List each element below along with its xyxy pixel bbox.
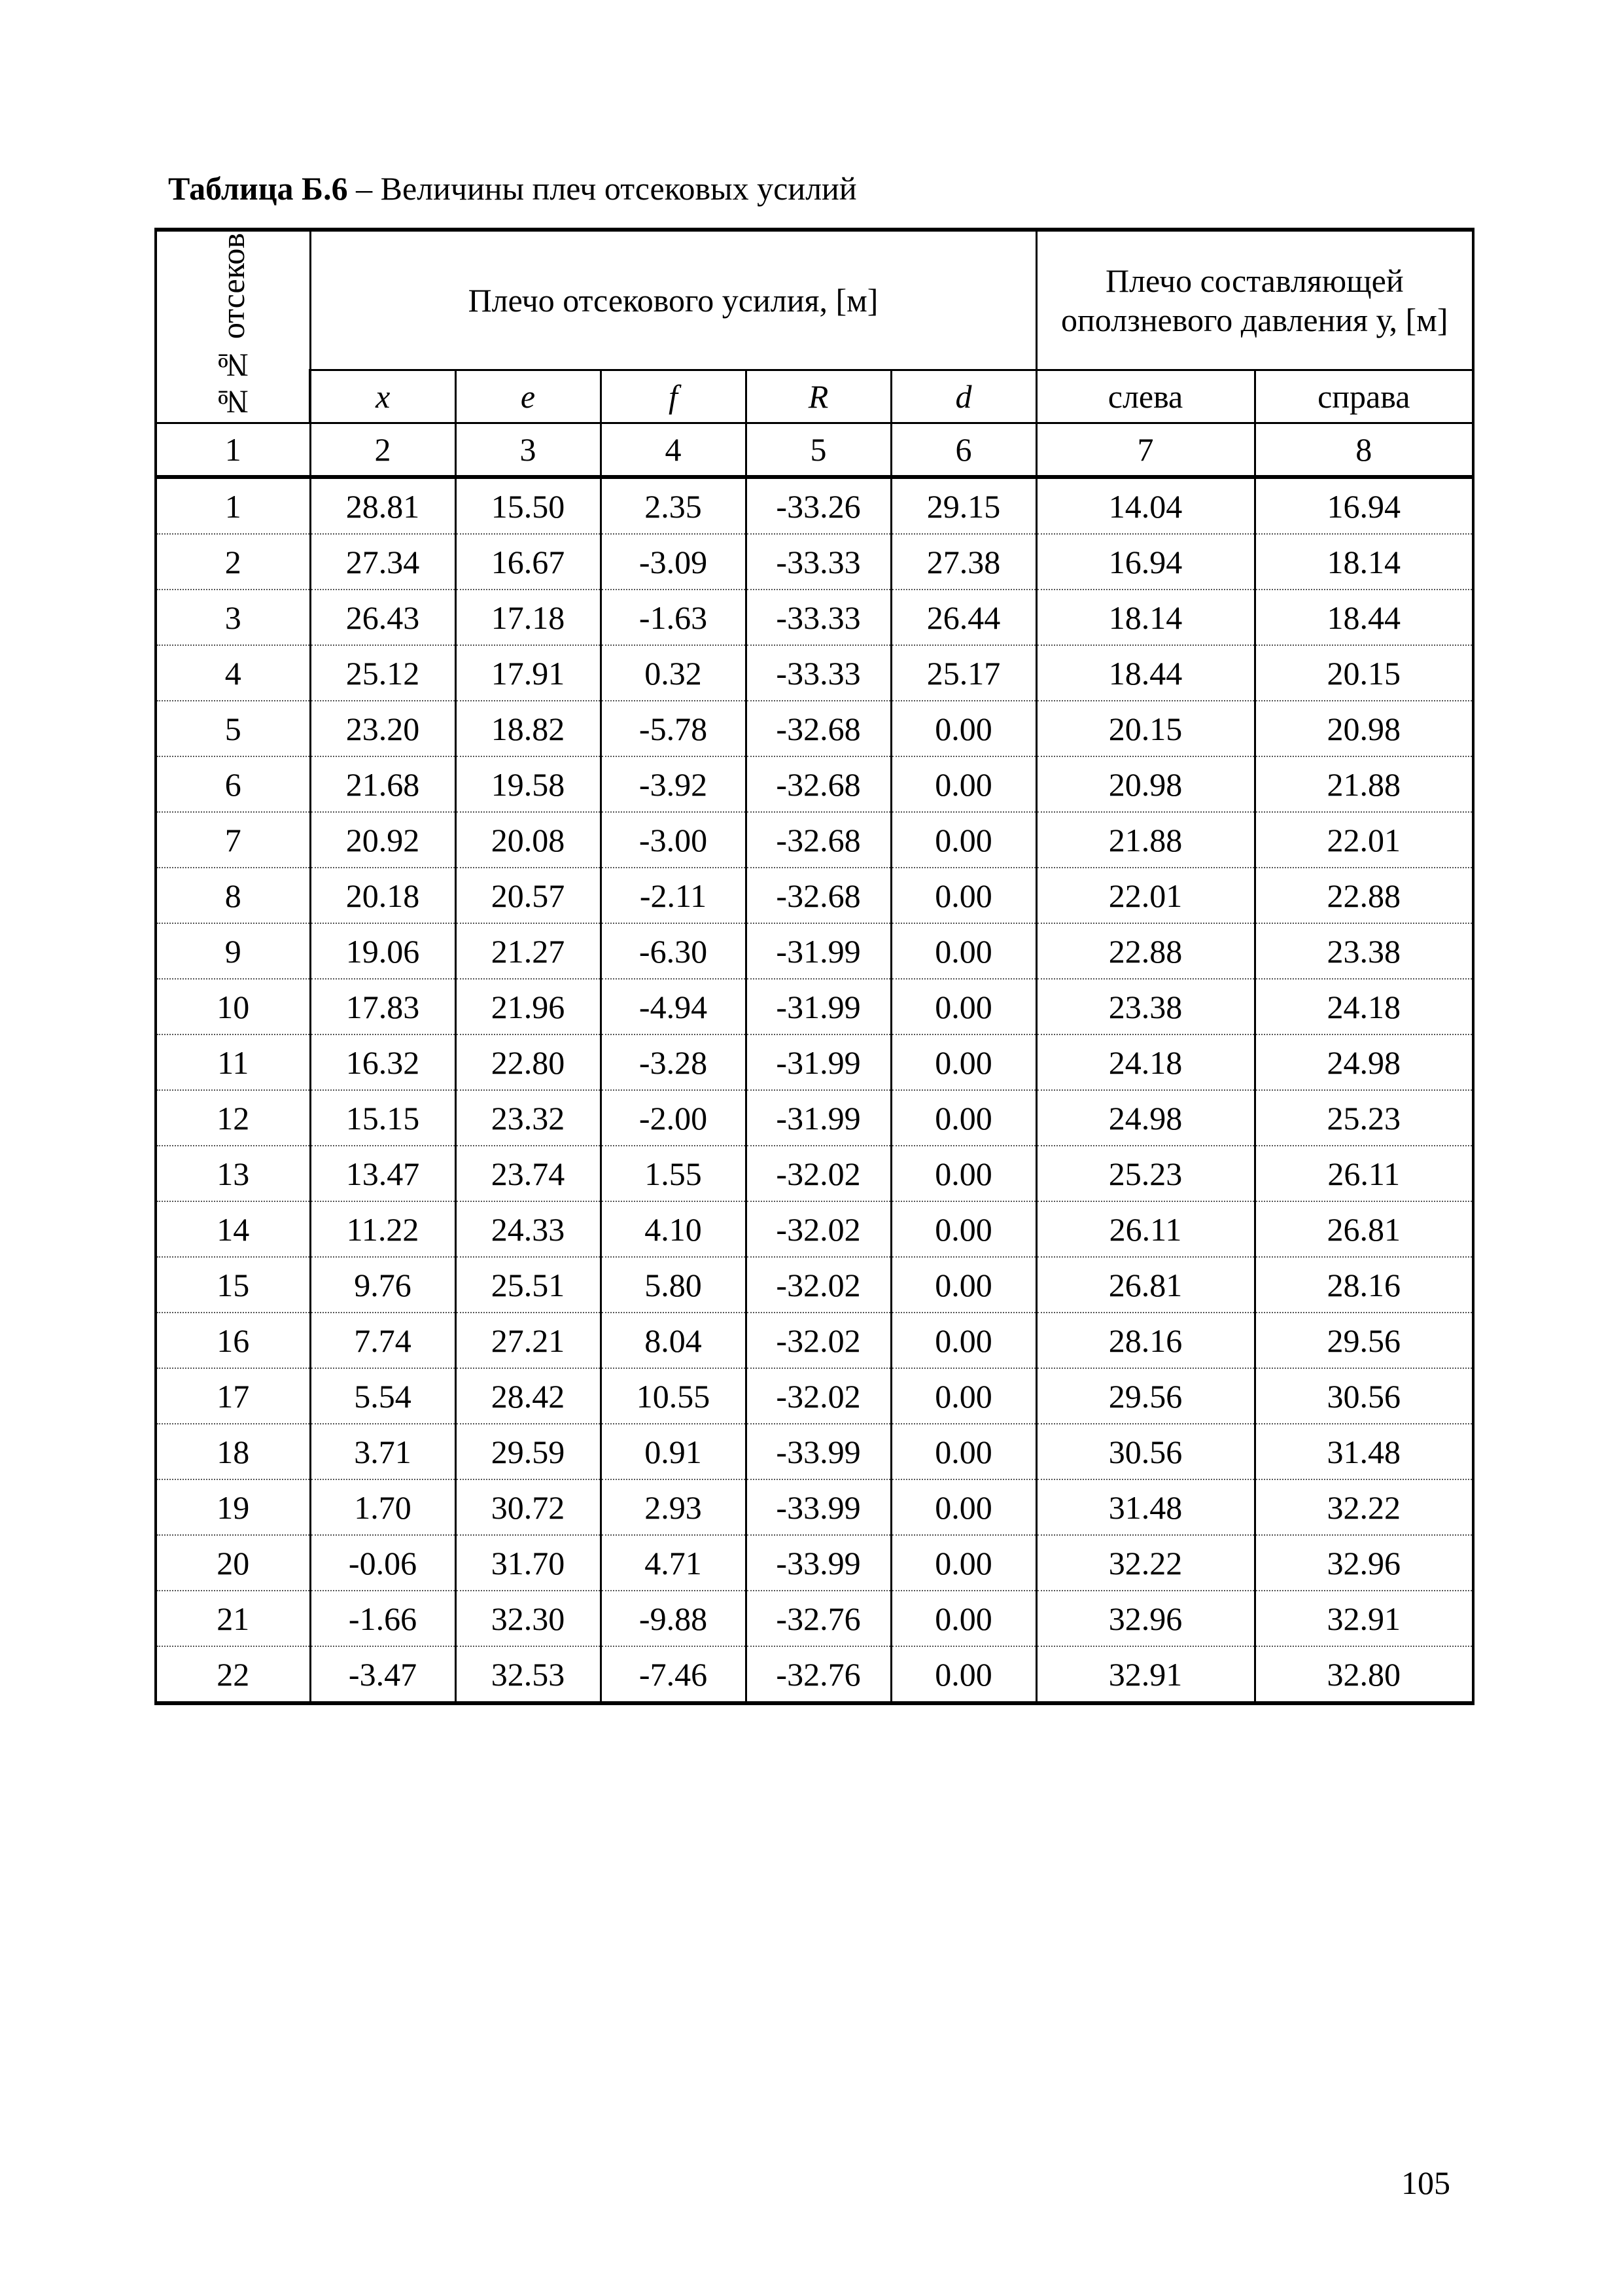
table-caption-label: Таблица Б.6 [168, 170, 348, 207]
d-cell: 0.00 [891, 1479, 1036, 1535]
compartment-number-cell: 2 [156, 534, 310, 590]
left-cell: 29.56 [1036, 1368, 1255, 1424]
r-cell: -33.26 [746, 477, 891, 534]
d-cell: 0.00 [891, 923, 1036, 979]
d-cell: 0.00 [891, 1090, 1036, 1146]
right-cell: 32.96 [1255, 1535, 1473, 1591]
right-cell: 20.15 [1255, 645, 1473, 701]
table-row [156, 534, 1473, 590]
force-arm-group-header [310, 230, 1036, 370]
left-cell: 32.96 [1036, 1591, 1255, 1646]
compartment-number-cell: 19 [156, 1479, 310, 1535]
right-cell: 32.91 [1255, 1591, 1473, 1646]
right-cell: 21.88 [1255, 756, 1473, 812]
left-cell: 25.23 [1036, 1146, 1255, 1201]
compartment-number-cell: 11 [156, 1034, 310, 1090]
r-cell: -33.99 [746, 1424, 891, 1479]
f-cell: 0.32 [601, 645, 746, 701]
column-number: 8 [1255, 423, 1473, 478]
x-cell: 28.81 [310, 477, 455, 534]
x-cell: 26.43 [310, 590, 455, 645]
right-cell: 18.44 [1255, 590, 1473, 645]
d-cell: 25.17 [891, 645, 1036, 701]
slope-force-arms-table [154, 228, 1475, 1705]
table-row [156, 645, 1473, 701]
r-cell: -32.76 [746, 1646, 891, 1703]
compartment-number-cell: 1 [156, 477, 310, 534]
left-cell: 31.48 [1036, 1479, 1255, 1535]
r-cell: -33.99 [746, 1535, 891, 1591]
left-cell: 14.04 [1036, 477, 1255, 534]
table-row [156, 1257, 1473, 1313]
e-cell: 22.80 [455, 1034, 601, 1090]
e-cell: 17.18 [455, 590, 601, 645]
e-cell: 23.74 [455, 1146, 601, 1201]
left-cell: 22.88 [1036, 923, 1255, 979]
compartment-number-cell: 22 [156, 1646, 310, 1703]
right-cell: 26.81 [1255, 1201, 1473, 1257]
column-number: 7 [1036, 423, 1255, 478]
table-row [156, 1313, 1473, 1368]
f-cell: -1.63 [601, 590, 746, 645]
x-cell: 20.18 [310, 868, 455, 923]
d-cell: 0.00 [891, 701, 1036, 756]
left-cell: 18.14 [1036, 590, 1255, 645]
r-cell: -32.68 [746, 812, 891, 868]
e-cell: 31.70 [455, 1535, 601, 1591]
compartment-number-cell: 16 [156, 1313, 310, 1368]
compartment-number-cell: 9 [156, 923, 310, 979]
x-cell: 16.32 [310, 1034, 455, 1090]
right-cell: 16.94 [1255, 477, 1473, 534]
x-cell: 20.92 [310, 812, 455, 868]
compartment-column-label: №№ отсеков [215, 233, 251, 421]
e-cell: 19.58 [455, 756, 601, 812]
right-cell: 32.22 [1255, 1479, 1473, 1535]
e-cell: 21.27 [455, 923, 601, 979]
left-cell: 30.56 [1036, 1424, 1255, 1479]
subcolumn-right: справа [1255, 370, 1473, 423]
left-cell: 32.22 [1036, 1535, 1255, 1591]
d-cell: 0.00 [891, 868, 1036, 923]
f-cell: 0.91 [601, 1424, 746, 1479]
header-row-groups [156, 230, 1473, 370]
force-arm-group-label: Плечо отсекового усилия, [м] [468, 282, 879, 319]
left-cell: 20.15 [1036, 701, 1255, 756]
r-cell: -32.02 [746, 1313, 891, 1368]
f-cell: -2.00 [601, 1090, 746, 1146]
right-cell: 30.56 [1255, 1368, 1473, 1424]
x-cell: -0.06 [310, 1535, 455, 1591]
subcolumn-left: слева [1036, 370, 1255, 423]
e-cell: 27.21 [455, 1313, 601, 1368]
f-cell: 4.71 [601, 1535, 746, 1591]
f-cell: -7.46 [601, 1646, 746, 1703]
compartment-number-cell: 14 [156, 1201, 310, 1257]
d-cell: 0.00 [891, 1535, 1036, 1591]
x-cell: 25.12 [310, 645, 455, 701]
e-cell: 23.32 [455, 1090, 601, 1146]
x-cell: -1.66 [310, 1591, 455, 1646]
right-cell: 32.80 [1255, 1646, 1473, 1703]
table-row [156, 590, 1473, 645]
left-cell: 16.94 [1036, 534, 1255, 590]
f-cell: -5.78 [601, 701, 746, 756]
table-row [156, 477, 1473, 534]
e-cell: 17.91 [455, 645, 601, 701]
right-cell: 22.01 [1255, 812, 1473, 868]
f-cell: 5.80 [601, 1257, 746, 1313]
compartment-number-cell: 7 [156, 812, 310, 868]
r-cell: -32.68 [746, 756, 891, 812]
table-row [156, 701, 1473, 756]
r-cell: -31.99 [746, 923, 891, 979]
page-number: 105 [1401, 2164, 1450, 2201]
r-cell: -32.68 [746, 701, 891, 756]
e-cell: 20.57 [455, 868, 601, 923]
f-cell: -3.92 [601, 756, 746, 812]
r-cell: -31.99 [746, 1090, 891, 1146]
r-cell: -32.68 [746, 868, 891, 923]
f-cell: 2.93 [601, 1479, 746, 1535]
subcolumn-e: e [455, 370, 601, 423]
x-cell: 17.83 [310, 979, 455, 1034]
f-cell: 1.55 [601, 1146, 746, 1201]
e-cell: 20.08 [455, 812, 601, 868]
right-cell: 22.88 [1255, 868, 1473, 923]
right-cell: 20.98 [1255, 701, 1473, 756]
subcolumn-x: x [310, 370, 455, 423]
table-row [156, 1201, 1473, 1257]
compartment-number-cell: 5 [156, 701, 310, 756]
header-row-column-numbers [156, 423, 1473, 478]
r-cell: -32.02 [746, 1146, 891, 1201]
right-cell: 23.38 [1255, 923, 1473, 979]
f-cell: -3.09 [601, 534, 746, 590]
d-cell: 27.38 [891, 534, 1036, 590]
x-cell: 23.20 [310, 701, 455, 756]
compartment-column-header [156, 230, 310, 423]
f-cell: -2.11 [601, 868, 746, 923]
f-cell: 10.55 [601, 1368, 746, 1424]
e-cell: 16.67 [455, 534, 601, 590]
right-cell: 31.48 [1255, 1424, 1473, 1479]
e-cell: 28.42 [455, 1368, 601, 1424]
compartment-number-cell: 4 [156, 645, 310, 701]
e-cell: 24.33 [455, 1201, 601, 1257]
compartment-number-cell: 21 [156, 1591, 310, 1646]
f-cell: 8.04 [601, 1313, 746, 1368]
table-row [156, 812, 1473, 868]
d-cell: 0.00 [891, 1313, 1036, 1368]
left-cell: 18.44 [1036, 645, 1255, 701]
pressure-group-header [1036, 230, 1473, 370]
left-cell: 26.81 [1036, 1257, 1255, 1313]
f-cell: -6.30 [601, 923, 746, 979]
subcolumn-d: d [891, 370, 1036, 423]
e-cell: 32.53 [455, 1646, 601, 1703]
column-number: 1 [156, 423, 310, 478]
d-cell: 26.44 [891, 590, 1036, 645]
e-cell: 30.72 [455, 1479, 601, 1535]
compartment-number-cell: 15 [156, 1257, 310, 1313]
compartment-number-cell: 13 [156, 1146, 310, 1201]
column-number: 4 [601, 423, 746, 478]
column-number: 6 [891, 423, 1036, 478]
table-row [156, 1090, 1473, 1146]
table-row [156, 756, 1473, 812]
header-row-subcolumns [156, 370, 1473, 423]
x-cell: 9.76 [310, 1257, 455, 1313]
compartment-number-cell: 12 [156, 1090, 310, 1146]
d-cell: 0.00 [891, 1257, 1036, 1313]
d-cell: 0.00 [891, 1201, 1036, 1257]
column-number: 2 [310, 423, 455, 478]
table-row [156, 1535, 1473, 1591]
table-row [156, 1146, 1473, 1201]
f-cell: -3.28 [601, 1034, 746, 1090]
table-row [156, 1034, 1473, 1090]
x-cell: 7.74 [310, 1313, 455, 1368]
f-cell: 4.10 [601, 1201, 746, 1257]
d-cell: 0.00 [891, 1424, 1036, 1479]
x-cell: 15.15 [310, 1090, 455, 1146]
r-cell: -32.02 [746, 1368, 891, 1424]
right-cell: 26.11 [1255, 1146, 1473, 1201]
compartment-number-cell: 6 [156, 756, 310, 812]
x-cell: 3.71 [310, 1424, 455, 1479]
d-cell: 29.15 [891, 477, 1036, 534]
d-cell: 0.00 [891, 756, 1036, 812]
x-cell: 19.06 [310, 923, 455, 979]
left-cell: 20.98 [1036, 756, 1255, 812]
r-cell: -33.33 [746, 534, 891, 590]
compartment-number-cell: 18 [156, 1424, 310, 1479]
e-cell: 25.51 [455, 1257, 601, 1313]
table-body [156, 477, 1473, 1703]
table-row [156, 979, 1473, 1034]
subcolumn-r: R [746, 370, 891, 423]
d-cell: 0.00 [891, 979, 1036, 1034]
left-cell: 23.38 [1036, 979, 1255, 1034]
x-cell: -3.47 [310, 1646, 455, 1703]
r-cell: -31.99 [746, 1034, 891, 1090]
right-cell: 29.56 [1255, 1313, 1473, 1368]
x-cell: 27.34 [310, 534, 455, 590]
right-cell: 28.16 [1255, 1257, 1473, 1313]
table-caption-text: – Величины плеч отсековых усилий [347, 170, 857, 207]
right-cell: 24.18 [1255, 979, 1473, 1034]
right-cell: 25.23 [1255, 1090, 1473, 1146]
r-cell: -32.02 [746, 1201, 891, 1257]
e-cell: 18.82 [455, 701, 601, 756]
subcolumn-f: f [601, 370, 746, 423]
table-caption [168, 169, 857, 208]
table-row [156, 1424, 1473, 1479]
r-cell: -31.99 [746, 979, 891, 1034]
left-cell: 32.91 [1036, 1646, 1255, 1703]
table-row [156, 1646, 1473, 1703]
r-cell: -32.76 [746, 1591, 891, 1646]
r-cell: -33.33 [746, 645, 891, 701]
left-cell: 28.16 [1036, 1313, 1255, 1368]
d-cell: 0.00 [891, 1146, 1036, 1201]
f-cell: -4.94 [601, 979, 746, 1034]
d-cell: 0.00 [891, 812, 1036, 868]
f-cell: 2.35 [601, 477, 746, 534]
x-cell: 21.68 [310, 756, 455, 812]
r-cell: -32.02 [746, 1257, 891, 1313]
right-cell: 24.98 [1255, 1034, 1473, 1090]
column-number: 5 [746, 423, 891, 478]
left-cell: 21.88 [1036, 812, 1255, 868]
d-cell: 0.00 [891, 1591, 1036, 1646]
e-cell: 21.96 [455, 979, 601, 1034]
x-cell: 13.47 [310, 1146, 455, 1201]
d-cell: 0.00 [891, 1646, 1036, 1703]
pressure-group-label: Плечо составляющей оползневого давления у, [м] [1061, 262, 1448, 338]
compartment-number-cell: 10 [156, 979, 310, 1034]
right-cell: 18.14 [1255, 534, 1473, 590]
table-row [156, 868, 1473, 923]
x-cell: 1.70 [310, 1479, 455, 1535]
compartment-number-cell: 8 [156, 868, 310, 923]
d-cell: 0.00 [891, 1368, 1036, 1424]
table-row [156, 1368, 1473, 1424]
e-cell: 29.59 [455, 1424, 601, 1479]
e-cell: 32.30 [455, 1591, 601, 1646]
x-cell: 11.22 [310, 1201, 455, 1257]
r-cell: -33.99 [746, 1479, 891, 1535]
left-cell: 22.01 [1036, 868, 1255, 923]
r-cell: -33.33 [746, 590, 891, 645]
table-row [156, 1591, 1473, 1646]
compartment-number-cell: 17 [156, 1368, 310, 1424]
x-cell: 5.54 [310, 1368, 455, 1424]
compartment-number-cell: 3 [156, 590, 310, 645]
left-cell: 24.18 [1036, 1034, 1255, 1090]
table-row [156, 1479, 1473, 1535]
d-cell: 0.00 [891, 1034, 1036, 1090]
compartment-number-cell: 20 [156, 1535, 310, 1591]
column-number: 3 [455, 423, 601, 478]
table-row [156, 923, 1473, 979]
f-cell: -9.88 [601, 1591, 746, 1646]
e-cell: 15.50 [455, 477, 601, 534]
left-cell: 26.11 [1036, 1201, 1255, 1257]
f-cell: -3.00 [601, 812, 746, 868]
left-cell: 24.98 [1036, 1090, 1255, 1146]
